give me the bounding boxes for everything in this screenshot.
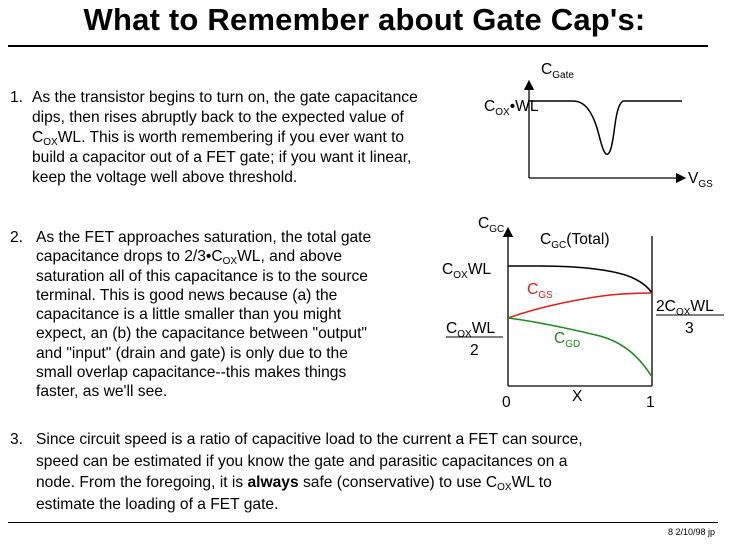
text-line: speed can be estimated if you know the gate and parasitic capacitances on a — [36, 452, 568, 470]
graph1-level-label: $C_{OX}•WL$ — [484, 98, 539, 118]
text-line: estimate the loading of a FET gate. — [36, 495, 279, 513]
text-line: keep the voltage well above threshold. — [32, 169, 298, 186]
graph1-x-label: $V_{GS}$ — [688, 170, 713, 190]
text-line: terminal. This is good news because (a) the — [36, 286, 338, 304]
text-line: Since circuit speed is a ratio of capacitive load to the current a FET can source, — [36, 431, 583, 448]
text-line: capacitance is a little smaller than you might — [36, 306, 342, 324]
two-thirds-cox-numerator: $2C_{OX}WL$ — [656, 298, 714, 318]
gate-cap-graph — [484, 61, 713, 190]
x-axis-label: X — [572, 388, 583, 405]
text-line: capacitance drops to $2/3•C_{OX}WL$, and above — [36, 248, 342, 268]
text-line: $C_{OX}WL$. This is worth remembering if you ever want to — [32, 129, 405, 148]
footer-text: 8 2/10/98 jp — [667, 527, 715, 537]
text-line: build a capacitor out of a FET gate; if you want it linear, — [32, 149, 412, 166]
text-line: and "input" (drain and gate) is only due to the — [36, 344, 348, 362]
graph1-y-label: $C_{Gate}$ — [541, 61, 574, 81]
cgd-label: $C_{GD}$ — [554, 330, 581, 350]
text-line: saturation all of this capacitance is to the source — [36, 267, 368, 285]
gate-channel-cap-graph — [442, 215, 724, 411]
text-line: small overlap capacitance--this makes things — [36, 364, 347, 382]
total-cap-label: $C_{GC}(Total)$ — [540, 231, 610, 251]
half-cox-denominator: 2 — [470, 342, 479, 359]
text-line: As the transistor begins to turn on, the gate capacitance — [32, 89, 418, 106]
footer-rule — [8, 522, 718, 523]
two-thirds-cox-denominator: 3 — [685, 320, 694, 337]
text-line: dips, then rises abruptly back to the expected value of — [32, 109, 404, 126]
cgs-label: $C_{GS}$ — [527, 281, 553, 301]
graph2-y-label: $C_{GC}$ — [478, 215, 505, 235]
page-title: What to Remember about Gate Cap's: — [83, 2, 646, 37]
text-line: node. From the foregoing, it is always safe (conservative) to use $C_{OX}WL$ to — [36, 474, 552, 493]
text-line: As the FET approaches saturation, the total gate — [36, 229, 372, 246]
text-line: faster, as we'll see. — [36, 383, 168, 401]
x-tick-1: 1 — [646, 394, 655, 411]
cox-wl-label: $C_{OX}WL$ — [442, 261, 492, 281]
text-line: expect, an (b) the capacitance between "output" — [36, 325, 367, 343]
point-3-number: 3. — [10, 431, 24, 448]
point-1-number: 1. — [10, 89, 24, 106]
x-tick-0: 0 — [502, 394, 511, 411]
gate-cap-curve — [529, 101, 682, 154]
point-2-number: 2. — [10, 229, 24, 246]
half-cox-numerator: $C_{OX}WL$ — [446, 320, 496, 340]
